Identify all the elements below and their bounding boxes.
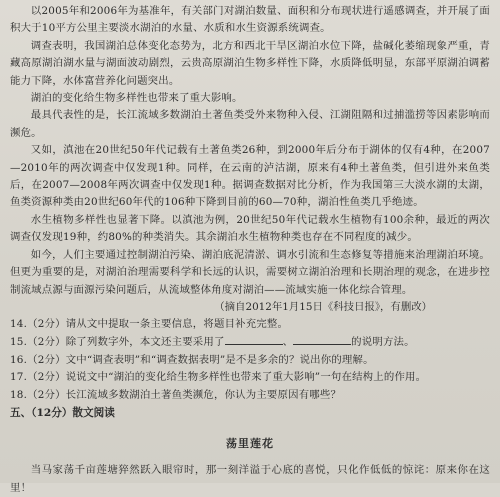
essay-title: 荡里莲花 <box>226 437 274 451</box>
article-source: （摘自2012年1月15日《科技日报》，有删改） <box>214 300 432 313</box>
answer-blank-2[interactable] <box>293 334 351 345</box>
article-paragraph-1: 以2005年和2006年为基准年，有关部门对湖泊数量、面积和分布现状进行遥感调查，并开展了面积大于10平方公里主要淡水湖泊的水量、水质和水生资源系统调查。 <box>10 5 490 35</box>
answer-blank-1[interactable] <box>225 334 283 345</box>
question-15 <box>10 334 490 352</box>
question-16: 16.（2分）文中“调查表明”和“调查数据表明”是不是多余的？说出你的理解。 <box>10 353 374 366</box>
question-14: 14.（2分）请从文中提取一条主要信息，将题目补充完整。 <box>10 318 289 331</box>
article-paragraph-5: 又如，滇池在20世纪50年代记载有土著鱼类26种，到2000年后分布于湖体的仅有4种，在2007—2010年的两次调查中仅发现1种。同样，在云南的泸沽湖，原来有4种土著鱼类，但引进外来鱼类后，在2007—2008年两次调查中仅发现1种。据调查数据对比分析，作为我国第三大淡水湖的太湖，鱼类资源种类由20世纪60年代的106种下降到目前的60—70种，湖泊性鱼类几乎绝迹。 <box>10 144 490 209</box>
article-paragraph-7: 如今，人们主要通过控制湖泊污染、湖泊底泥清淤、调水引流和生态修复等措施来治理湖泊环境。但更为重要的是，对湖泊治理需要科学和长远的认识，需要树立湖泊治理和长期治理的观念，在进步控制流域点源与面源污染问题后，从流域整体角度对湖泊——流域实施一体化综合管理。 <box>10 248 490 296</box>
question-18: 18.（2分）长江流域多数湖泊土著鱼类濒危，你认为主要原因有哪些？ <box>10 388 342 401</box>
essay-paragraph-1: 当马家荡千亩莲塘猝然跃入眼帘时，那一刻洋溢于心底的喜悦，只化作低低的惊诧：原来你在这里！ <box>10 464 490 494</box>
article-paragraph-6: 水生植物多样性也显著下降。以滇池为例，20世纪50年代记载水生植物有100余种，最近的两次调查仅发现19种，约80%的种类消失。其余湖泊水生植物种类也存在不同程度的减少。 <box>10 213 490 244</box>
section-heading: 五、（12分）散文阅读 <box>10 407 115 420</box>
question-15-suffix: 的说明方法。 <box>351 335 415 348</box>
question-15-prefix: 15.（2分）除了列数字外，本文还主要采用了 <box>10 335 225 348</box>
article-paragraph-3: 湖泊的变化给生物多样性也带来了重大影响。 <box>30 92 243 105</box>
question-17: 17.（2分）说说文中“湖泊的变化给生物多样性也带来了重大影响”一句在结构上的作用。 <box>10 371 427 384</box>
question-15-separator: 、 <box>282 335 294 348</box>
article-paragraph-2: 调查表明，我国湖泊总体变化态势为，北方和西北干旱区湖泊水位下降，盐碱化萎缩现象严重，青藏高原湖泊湖水量与湖面波动剧烈，云贵高原湖泊生物多样性下降，水质降低明显，东部平原湖泊调蓄能力下降，水体富营养化问题突出。 <box>10 39 490 87</box>
article-paragraph-4: 最具代表性的是，长江流域多数湖泊土著鱼类受外来物种入侵、江湖阻隔和过捕滥捞等因素影响而濒危。 <box>10 109 490 139</box>
